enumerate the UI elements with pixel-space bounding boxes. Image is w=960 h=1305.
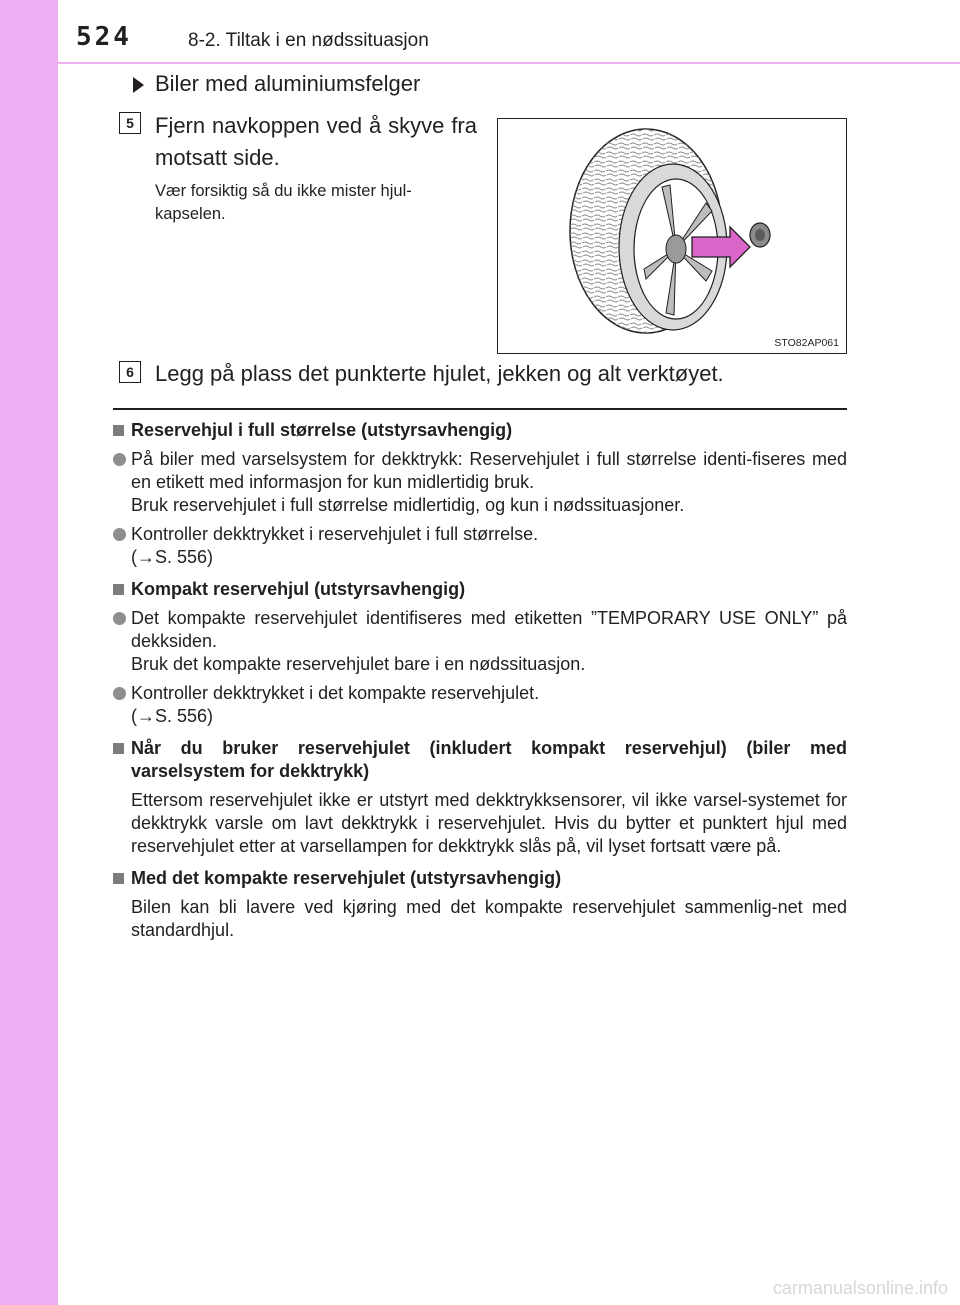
wheel-illustration bbox=[497, 118, 847, 354]
section-tpms-spare bbox=[113, 737, 847, 858]
section-title: 8-2. Tiltak i en nødssituasjon bbox=[188, 30, 429, 51]
bullet-line: Kontroller dekktrykket i det kompakte reservehjulet. bbox=[131, 683, 540, 703]
watermark: carmanualsonline.info bbox=[772, 1278, 948, 1298]
list-item bbox=[113, 523, 847, 569]
list-item bbox=[113, 682, 847, 728]
step-6-badge: 6 bbox=[119, 361, 141, 383]
chapter-sidebar bbox=[0, 0, 58, 1305]
bullet-line: På biler med varselsystem for dekktrykk: Reservehjulet i full størrelse identi-fiseres med en etikett med informasjon for kun midlertidig bruk. bbox=[131, 449, 847, 492]
page-number: 524 bbox=[76, 22, 132, 52]
step-5-text: Fjern navkoppen ved å skyve fra motsatt side. bbox=[155, 113, 477, 170]
section-divider bbox=[113, 408, 847, 410]
header-rule bbox=[58, 62, 960, 64]
square-bullet-icon bbox=[113, 743, 124, 754]
section-heading-text: Reservehjul i full størrelse (utstyrsavhengig) bbox=[131, 420, 513, 440]
section-heading bbox=[113, 578, 847, 601]
step-5-note: Vær forsiktig så du ikke mister hjul-kapselen. bbox=[155, 182, 412, 223]
bullet-line: Bruk reservehjulet i full størrelse midlertidig, og kun i nødssituasjoner. bbox=[131, 495, 685, 515]
list-item bbox=[113, 448, 847, 517]
page-reference: (→S. 556) bbox=[131, 547, 214, 567]
section-heading bbox=[113, 867, 847, 890]
section-full-size-spare bbox=[113, 419, 847, 569]
bullet-line: Kontroller dekktrykket i reservehjulet i full størrelse. bbox=[131, 524, 539, 544]
subheading: Biler med aluminiumsfelger bbox=[155, 71, 421, 96]
section-heading-text: Med det kompakte reservehjulet (utstyrsavhengig) bbox=[131, 868, 562, 888]
circle-bullet-icon bbox=[113, 453, 126, 466]
page-reference: (→S. 556) bbox=[131, 706, 214, 726]
section-heading-text: Kompakt reservehjul (utstyrsavhengig) bbox=[131, 579, 466, 599]
triangle-bullet-icon bbox=[133, 77, 144, 93]
section-heading-text: Når du bruker reservehjulet (inkludert kompakt reservehjul) (biler med varselsystem for dekktrykk) bbox=[131, 738, 847, 781]
section-compact-spare bbox=[113, 578, 847, 728]
info-sections bbox=[113, 419, 847, 951]
list-item bbox=[113, 607, 847, 676]
section-heading bbox=[113, 419, 847, 442]
circle-bullet-icon bbox=[113, 687, 126, 700]
square-bullet-icon bbox=[113, 873, 124, 884]
section-compact-driving bbox=[113, 867, 847, 942]
section-body: Bilen kan bli lavere ved kjøring med det kompakte reservehjulet sammenlig-net med standardhjul. bbox=[131, 897, 847, 940]
section-body: Ettersom reservehjulet ikke er utstyrt med dekktrykksensorer, vil ikke varsel-systemet for dekktrykk varsle om lavt dekktrykk i reservehjulet. Hvis du bytter et punktert hjul med reservehjulet etter at varsellampen for dekktrykk slås på, vil lyset fortsatt være på. bbox=[131, 790, 847, 856]
figure-code: STO82AP061 bbox=[774, 337, 839, 349]
tire-hubcap-icon bbox=[498, 119, 846, 353]
square-bullet-icon bbox=[113, 425, 124, 436]
section-heading bbox=[113, 737, 847, 783]
step-5-badge: 5 bbox=[119, 112, 141, 134]
circle-bullet-icon bbox=[113, 612, 126, 625]
step-6-text: Legg på plass det punkterte hjulet, jekken og alt verktøyet. bbox=[155, 361, 724, 386]
square-bullet-icon bbox=[113, 584, 124, 595]
circle-bullet-icon bbox=[113, 528, 126, 541]
bullet-line: Det kompakte reservehjulet identifiseres med etiketten ”TEMPORARY USE ONLY” på dekksiden. bbox=[131, 608, 847, 651]
bullet-line: Bruk det kompakte reservehjulet bare i en nødssituasjon. bbox=[131, 654, 586, 674]
